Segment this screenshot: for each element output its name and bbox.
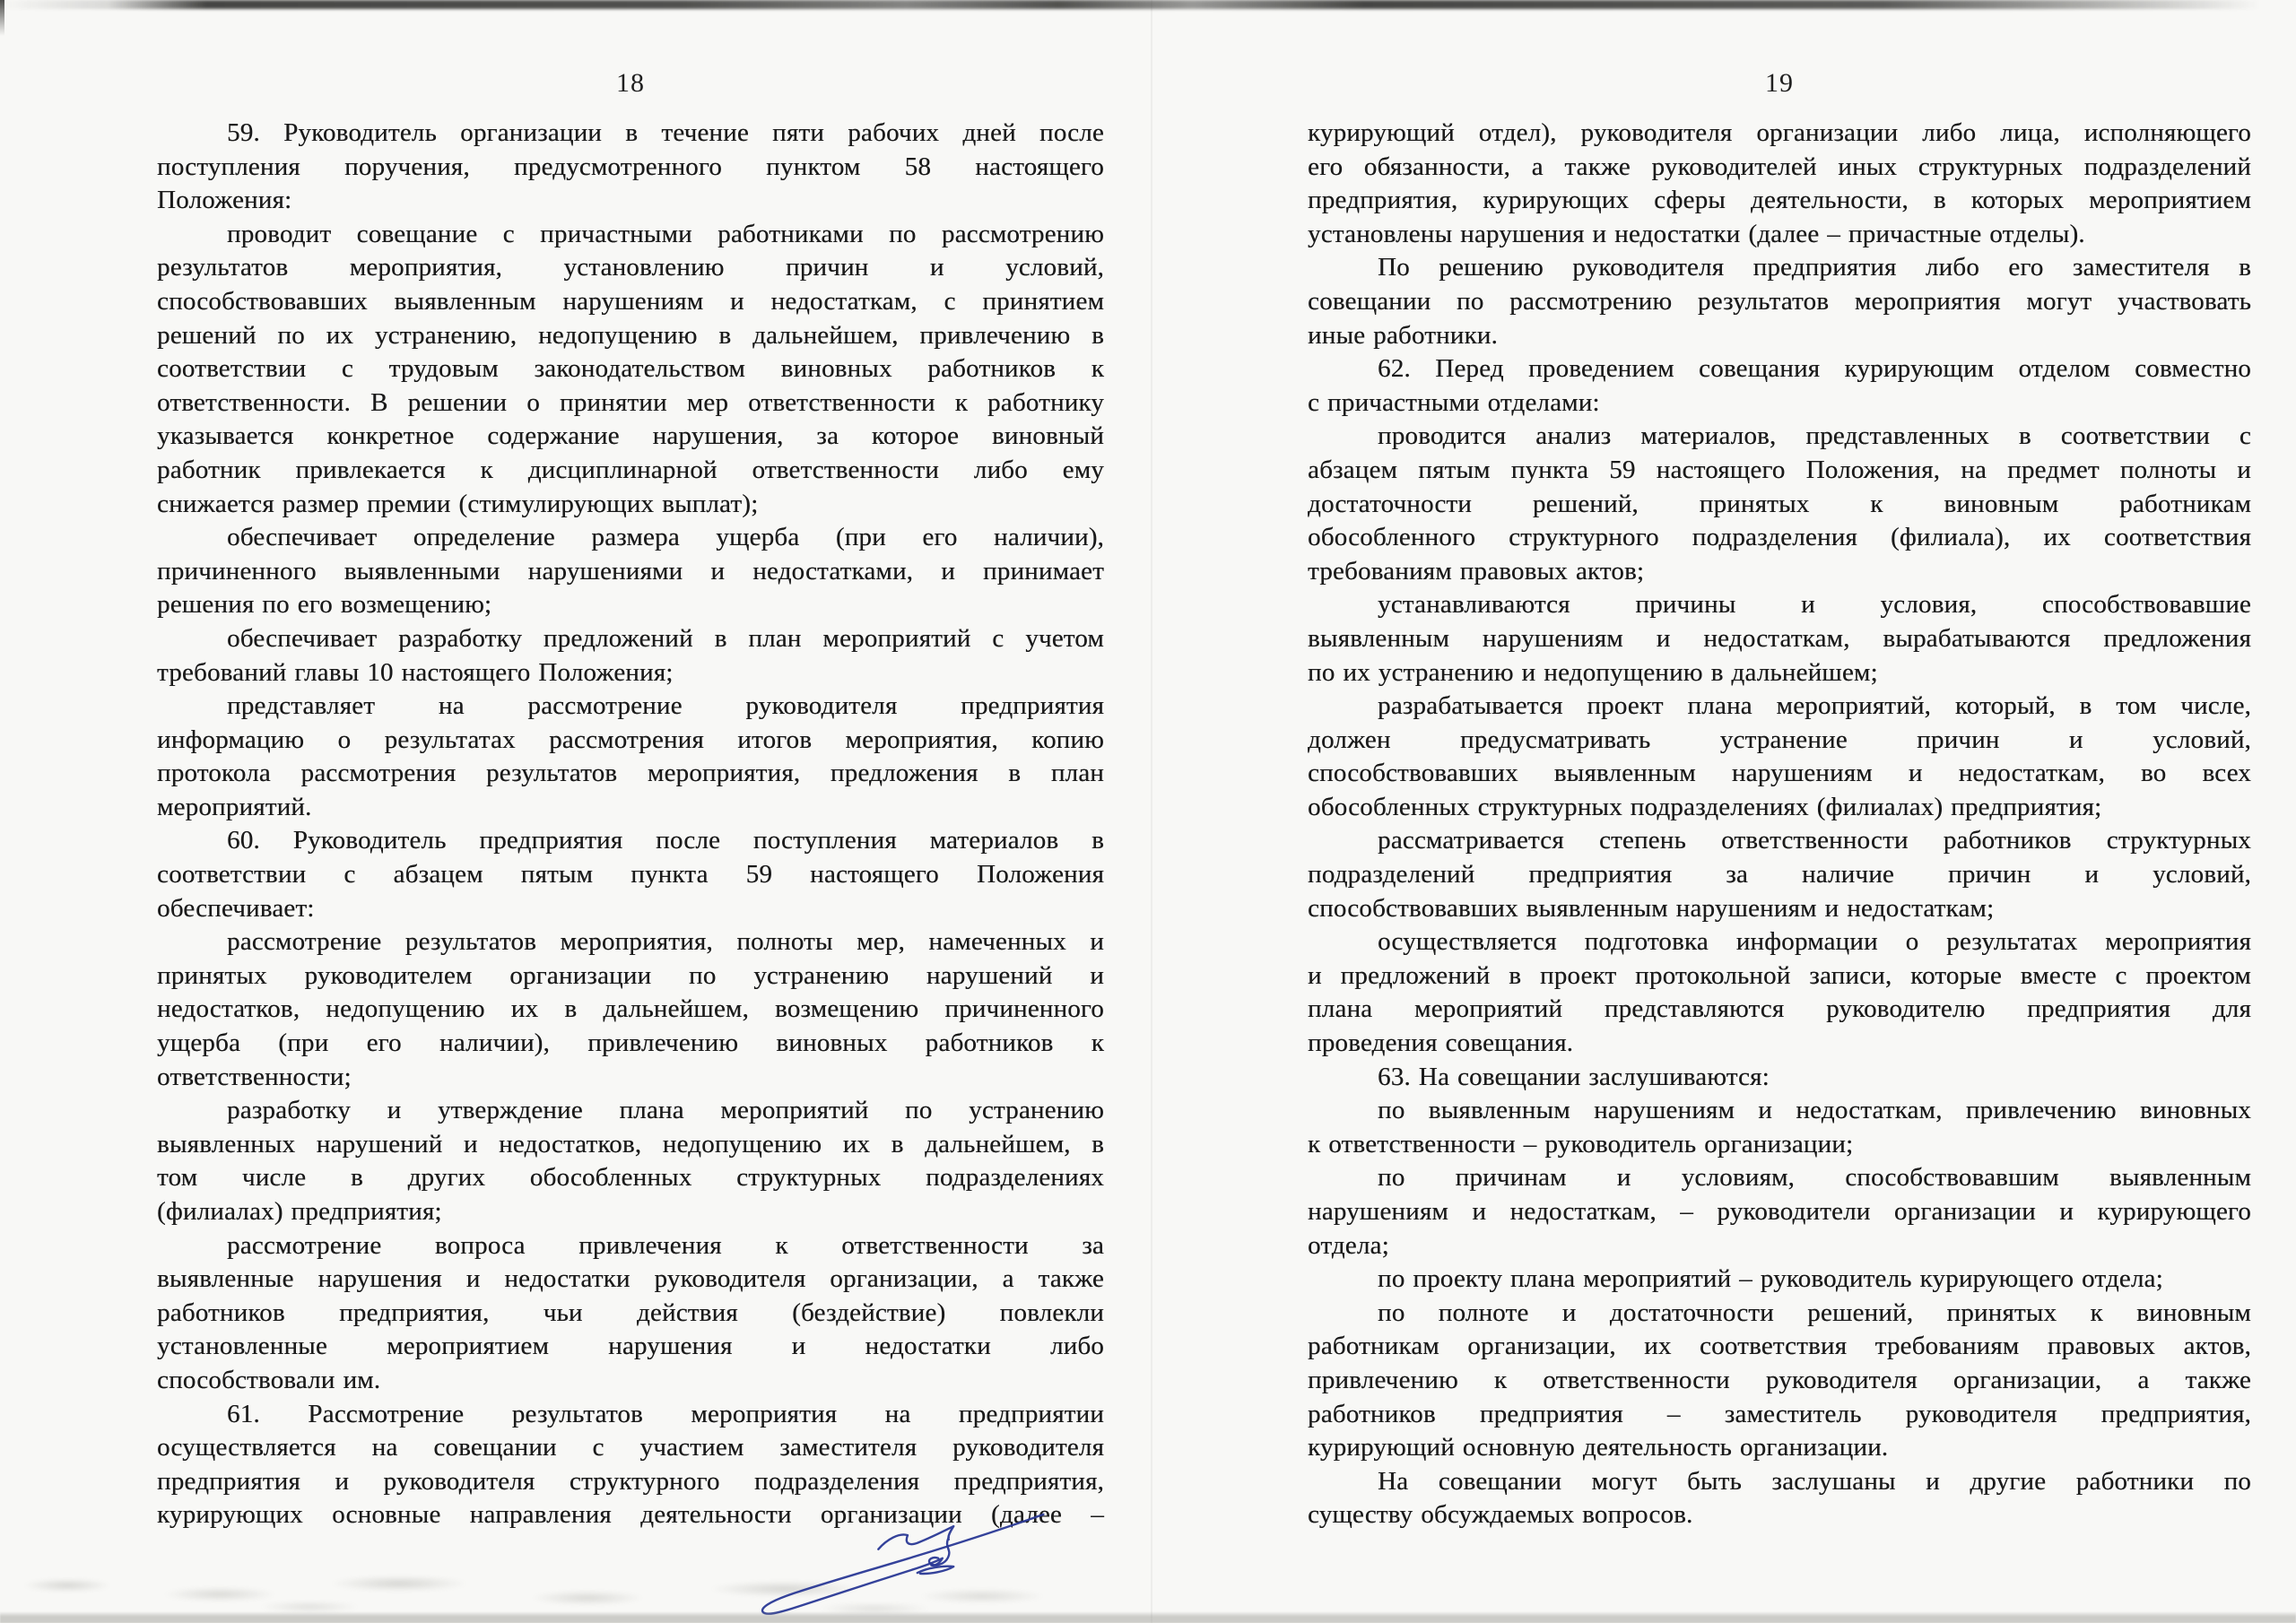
- text-line: соответствии с трудовым законодательством виновных работников к: [157, 354, 1104, 384]
- text-line: должен предусматривать устранение причин и условий,: [1308, 725, 2251, 754]
- text-line: указывается конкретное содержание нарушения, за которое виновный: [157, 421, 1104, 451]
- text-line: способствовавших выявленным нарушениям и недостаткам;: [1308, 893, 1995, 923]
- text-line: выявленные нарушения и недостатки руководителя организации, а также: [157, 1264, 1104, 1294]
- text-line: способствовали им.: [157, 1365, 381, 1394]
- text-line: работников предприятия – заместитель руководителя предприятия,: [1308, 1399, 2251, 1428]
- text-line: предприятия и руководителя структурного подразделения предприятия,: [157, 1466, 1104, 1496]
- text-line: рассмотрение вопроса привлечения к ответственности за: [227, 1230, 1104, 1260]
- text-line: проводится анализ материалов, представленных в соответствии с: [1378, 421, 2251, 451]
- text-line: поступления поручения, предусмотренного пунктом 58 настоящего: [157, 152, 1104, 181]
- text-line: рассмотрение результатов мероприятия, полноты мер, намеченных и: [227, 927, 1104, 957]
- text-line: плана мероприятий представляются руководителю предприятия для: [1308, 994, 2251, 1024]
- text-line: разрабатывается проект плана мероприятий, который, в том числе,: [1378, 691, 2251, 721]
- text-line: с причастными отделами:: [1308, 387, 1600, 417]
- text-line: по причинам и условиям, способствовавшим выявленным: [1378, 1163, 2251, 1193]
- text-line: 61. Рассмотрение результатов мероприятия на предприятии: [227, 1399, 1104, 1428]
- document-page-19: [1148, 0, 2296, 1623]
- text-line: его обязанности, а также руководителей иных структурных подразделений: [1308, 152, 2251, 181]
- text-line: курирующих основные направления деятельности организации (далее –: [157, 1500, 1104, 1530]
- text-line: информацию о результатах рассмотрения итогов мероприятия, копию: [157, 725, 1104, 754]
- text-line: выявленным нарушениям и недостаткам, вырабатываются предложения: [1308, 623, 2251, 653]
- text-line: выявленных нарушений и недостатков, недопущению их в дальнейшем, в: [157, 1129, 1104, 1159]
- text-line: 63. На совещании заслушиваются:: [1378, 1062, 1770, 1091]
- text-line: проводит совещание с причастными работниками по рассмотрению: [227, 219, 1104, 248]
- text-line: привлечению к ответственности руководителя организации, а также: [1308, 1365, 2251, 1394]
- text-line: недостатков, недопущению их в дальнейшем, возмещению причиненного: [157, 994, 1104, 1024]
- text-line: существу обсуждаемых вопросов.: [1308, 1500, 1693, 1530]
- text-line: отдела;: [1308, 1230, 1389, 1260]
- text-line: работник привлекается к дисциплинарной ответственности либо ему: [157, 455, 1104, 484]
- text-line: по полноте и достаточности решений, принятых к виновным: [1378, 1298, 2251, 1327]
- text-line: осуществляется подготовка информации о результатах мероприятия: [1378, 927, 2251, 957]
- text-line: работников предприятия, чьи действия (бездействие) повлекли: [157, 1298, 1104, 1327]
- text-line: причиненного выявленными нарушениями и недостатками, и принимает: [157, 556, 1104, 586]
- text-line: протокола рассмотрения результатов мероприятия, предложения в план: [157, 759, 1104, 788]
- text-line: предприятия, курирующих сферы деятельности, в которых мероприятием: [1308, 186, 2251, 215]
- handwritten-signature-icon: [692, 1505, 1098, 1623]
- text-line: способствовавших выявленным нарушениям и недостаткам, во всех: [1308, 759, 2251, 788]
- text-line: по выявленным нарушениям и недостаткам, привлечению виновных: [1378, 1096, 2251, 1125]
- text-line: разработку и утверждение плана мероприятий по устранению: [227, 1096, 1104, 1125]
- page-number: 18: [616, 68, 645, 98]
- text-line: достаточности решений, принятых к виновным работникам: [1308, 489, 2251, 518]
- text-line: Положения:: [157, 186, 292, 215]
- text-line: 60. Руководитель предприятия после поступления материалов в: [227, 826, 1104, 855]
- text-line: установленные мероприятием нарушения и недостатки либо: [157, 1332, 1104, 1361]
- text-line: решения по его возмещению;: [157, 590, 492, 620]
- text-line: ответственности;: [157, 1062, 352, 1091]
- text-line: и предложений в проект протокольной записи, которые вместе с проектом: [1308, 960, 2251, 990]
- text-line: курирующий отдел), руководителя организации либо лица, исполняющего: [1308, 118, 2251, 147]
- text-line: устанавливаются причины и условия, способствовавшие: [1378, 590, 2251, 620]
- text-line: принятых руководителем организации по устранению нарушений и: [157, 960, 1104, 990]
- text-line: к ответственности – руководитель организации;: [1308, 1129, 1854, 1159]
- text-line: требованиям правовых актов;: [1308, 556, 1645, 586]
- text-line: рассматривается степень ответственности работников структурных: [1378, 826, 2251, 855]
- text-line: установлены нарушения и недостатки (далее – причастные отделы).: [1308, 219, 2085, 248]
- text-line: 59. Руководитель организации в течение пяти рабочих дней после: [227, 118, 1104, 147]
- text-line: обеспечивает разработку предложений в план мероприятий с учетом: [227, 623, 1104, 653]
- text-line: абзацем пятым пункта 59 настоящего Положения, на предмет полноты и: [1308, 455, 2251, 484]
- text-line: том числе в других обособленных структурных подразделениях: [157, 1163, 1104, 1193]
- page-19-text: [1308, 117, 2251, 1532]
- text-line: работникам организации, их соответствия требованиям правовых актов,: [1308, 1332, 2251, 1361]
- text-line: обособленных структурных подразделениях (филиалах) предприятия;: [1308, 792, 2102, 821]
- text-line: подразделений предприятия за наличие причин и условий,: [1308, 860, 2251, 890]
- text-line: По решению руководителя предприятия либо его заместителя в: [1378, 253, 2251, 282]
- text-line: совещании по рассмотрению результатов мероприятия могут участвовать: [1308, 286, 2251, 316]
- text-line: ответственности. В решении о принятии мер ответственности к работнику: [157, 387, 1104, 417]
- text-line: обеспечивает определение размера ущерба (при его наличии),: [227, 523, 1104, 552]
- text-line: требований главы 10 настоящего Положения;: [157, 657, 674, 687]
- text-line: проведения совещания.: [1308, 1028, 1574, 1058]
- text-line: иные работники.: [1308, 320, 1498, 350]
- text-line: снижается размер премии (стимулирующих выплат);: [157, 489, 759, 518]
- page-number: 19: [1765, 68, 1794, 98]
- text-line: На совещании могут быть заслушаны и другие работники по: [1378, 1466, 2251, 1496]
- text-line: результатов мероприятия, установлению причин и условий,: [157, 253, 1104, 282]
- page-18-text: [157, 117, 1104, 1532]
- text-line: представляет на рассмотрение руководителя предприятия: [227, 691, 1104, 721]
- text-line: по их устранению и недопущению в дальнейшем;: [1308, 657, 1878, 687]
- text-line: обеспечивает:: [157, 893, 315, 923]
- text-line: по проекту плана мероприятий – руководитель курирующего отдела;: [1378, 1264, 2163, 1294]
- text-line: мероприятий.: [157, 792, 312, 821]
- scan-edge-artifact-bottom: [0, 1611, 2296, 1623]
- text-line: обособленного структурного подразделения (филиала), их соответствия: [1308, 523, 2251, 552]
- text-line: курирующий основную деятельность организации.: [1308, 1433, 1889, 1462]
- text-line: нарушениям и недостаткам, – руководители организации и курирующего: [1308, 1197, 2251, 1226]
- text-line: решений по их устранению, недопущению в дальнейшем, привлечению в: [157, 320, 1104, 350]
- text-line: осуществляется на совещании с участием заместителя руководителя: [157, 1433, 1104, 1462]
- text-line: способствовавших выявленным нарушениям и недостаткам, с принятием: [157, 286, 1104, 316]
- text-line: соответствии с абзацем пятым пункта 59 настоящего Положения: [157, 860, 1104, 890]
- text-line: ущерба (при его наличии), привлечению виновных работников к: [157, 1028, 1104, 1058]
- text-line: (филиалах) предприятия;: [157, 1197, 442, 1226]
- text-line: 62. Перед проведением совещания курирующим отделом совместно: [1378, 354, 2251, 384]
